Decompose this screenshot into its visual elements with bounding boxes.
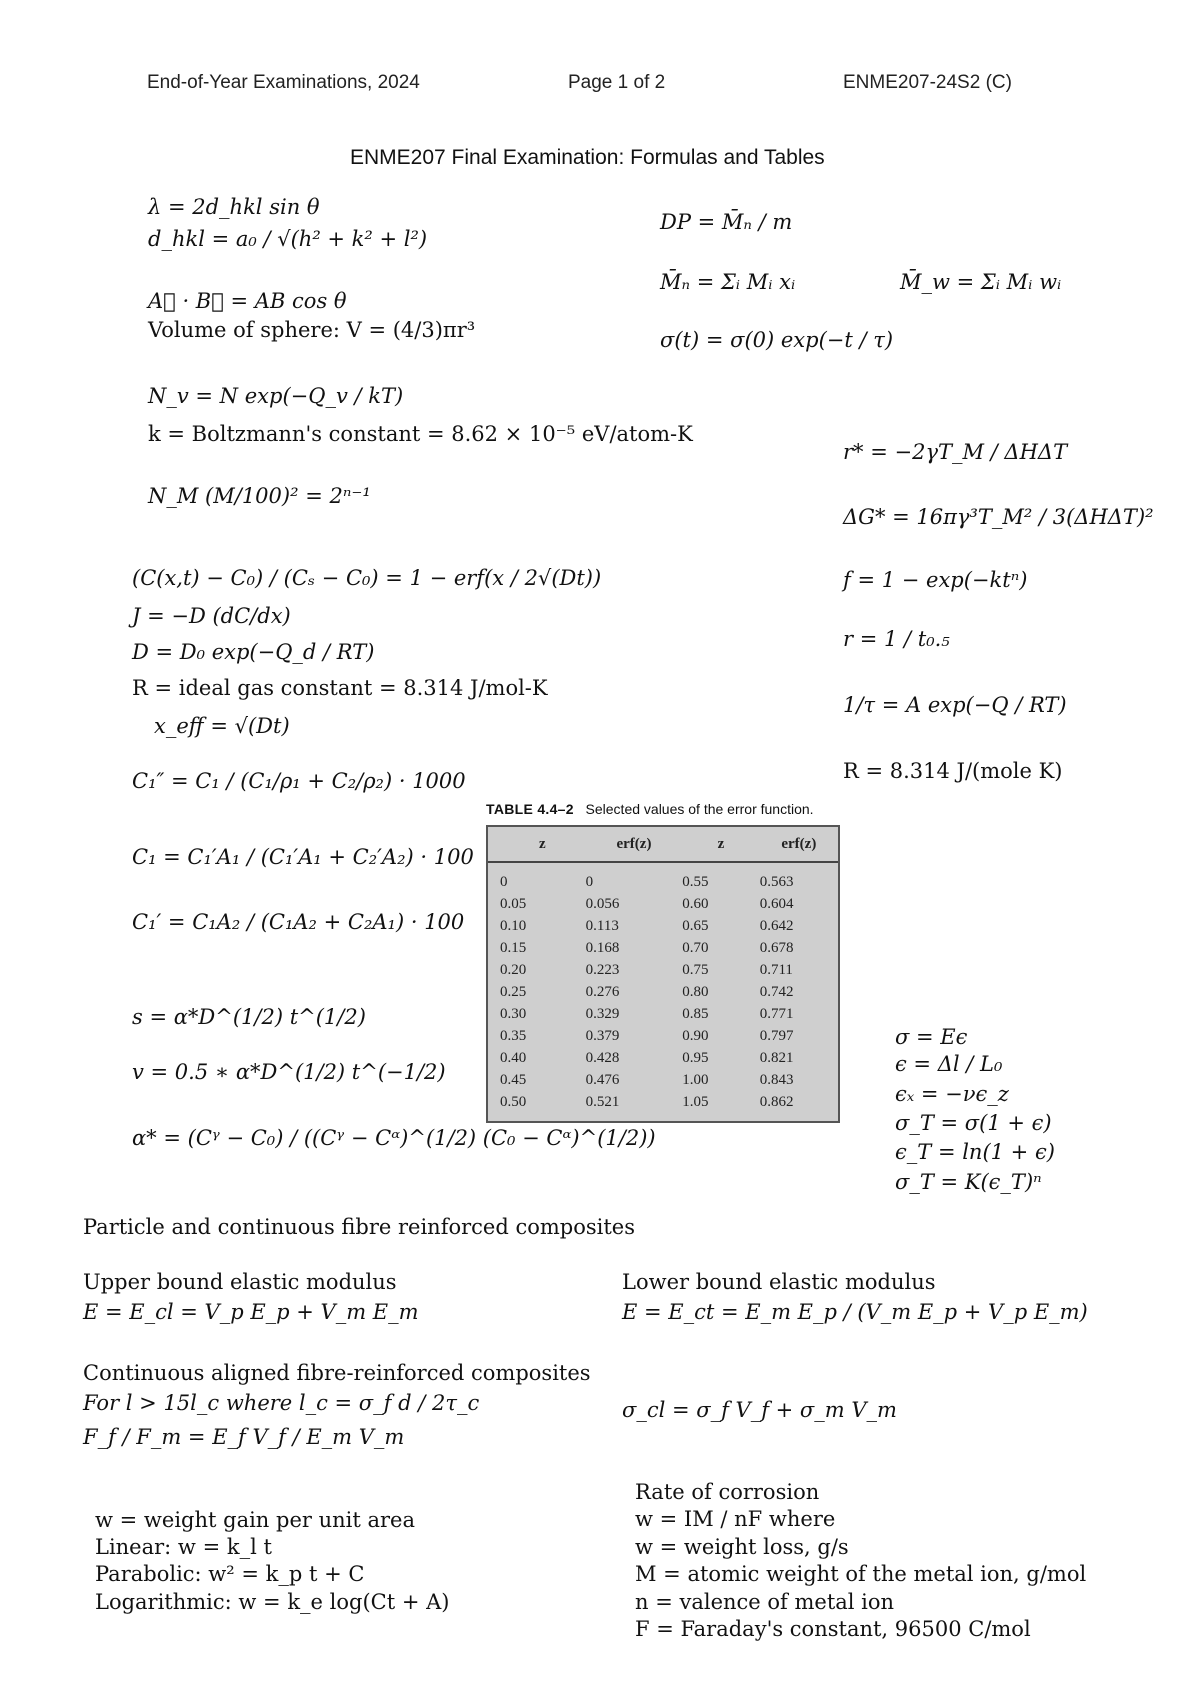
corrosion-w-definition: w = weight loss, g/s [635, 1535, 849, 1559]
table-header-row [488, 827, 838, 862]
corrosion-n-definition: n = valence of metal ion [635, 1590, 895, 1614]
table-cell: 0.056 [585, 895, 620, 912]
header-course-code: ENME207-24S2 (C) [843, 72, 1012, 93]
diffusion-coefficient: D = D₀ exp(−Q_d / RT) [132, 640, 375, 664]
table-cell: 0.85 [682, 1005, 709, 1022]
table-caption-number: TABLE 4.4–2 [486, 801, 574, 817]
table-header-cell: erf(z) [760, 827, 838, 862]
number-average-molecular-weight: M̄ₙ = Σᵢ Mᵢ xᵢ [660, 270, 796, 294]
table-cell: 0.276 [585, 983, 620, 1000]
table-header-cell: z [488, 827, 586, 862]
weight-average-molecular-weight: M̄_w = Σᵢ Mᵢ wᵢ [900, 270, 1062, 294]
header-exam-name: End-of-Year Examinations, 2024 [147, 72, 420, 93]
table-cell: 0.821 [759, 1049, 794, 1066]
table-cell: 0.65 [682, 917, 709, 934]
ficks-first-law: J = −D (dC/dx) [132, 604, 291, 628]
aligned-fibre-heading: Continuous aligned fibre-reinforced composites [83, 1361, 591, 1385]
table-cell: 0.35 [500, 1027, 527, 1044]
avrami-equation: f = 1 − exp(−ktⁿ) [843, 568, 1028, 592]
table-cell: 0.223 [585, 961, 620, 978]
concentration-kg-per-m3: C₁″ = C₁ / (C₁/ρ₁ + C₂/ρ₂) · 1000 [132, 769, 466, 793]
table-row [488, 862, 838, 893]
table-cell: 0.90 [682, 1027, 709, 1044]
force-ratio: F_f / F_m = E_f V_f / E_m V_m [83, 1425, 405, 1449]
table-cell: 0.20 [500, 961, 527, 978]
table-cell: 0.742 [759, 983, 794, 1000]
table-row [488, 937, 838, 959]
table-caption [486, 801, 814, 817]
effective-diffusion-distance: x_eff = √(Dt) [154, 714, 290, 738]
alpha-star: α* = (Cᵞ − C₀) / ((Cᵞ − Cᵅ)^(1/2) (C₀ − Cᵅ)^(1/2)) [132, 1126, 656, 1150]
logarithmic-oxidation: Logarithmic: w = k_e log(Ct + A) [95, 1590, 450, 1614]
table-cell: 0.80 [682, 983, 709, 1000]
critical-fibre-length: For l > 15l_c where l_c = σ_f d / 2τ_c [83, 1391, 480, 1415]
table-cell: 0.05 [500, 895, 527, 912]
table-row [488, 1047, 838, 1069]
corrosion-heading: Rate of corrosion [635, 1480, 820, 1504]
parabolic-oxidation: Parabolic: w² = k_p t + C [95, 1562, 365, 1586]
table-cell: 0.476 [585, 1071, 620, 1088]
engineering-strain: ϵ = Δl / L₀ [895, 1052, 1003, 1076]
table-cell: 0.428 [585, 1049, 620, 1066]
dot-product: A⃗ · B⃗ = AB cos θ [148, 289, 347, 313]
table-cell: 0.75 [682, 961, 709, 978]
table-cell: 0 [500, 873, 508, 890]
corrosion-m-definition: M = atomic weight of the metal ion, g/mol [635, 1562, 1087, 1586]
table-cell: 0.521 [585, 1093, 620, 1110]
table-row [488, 1069, 838, 1091]
boltzmann-constant: k = Boltzmann's constant = 8.62 × 10⁻⁵ eV/atom-K [148, 422, 693, 446]
interplanar-spacing: d_hkl = a₀ / √(h² + k² + l²) [148, 227, 428, 251]
atom-percent-conversion: C₁′ = C₁A₂ / (C₁A₂ + C₂A₁) · 100 [132, 910, 465, 934]
table-row [488, 1025, 838, 1047]
page-title: ENME207 Final Examination: Formulas and Tables [350, 146, 825, 169]
table-cell: 0.329 [585, 1005, 620, 1022]
composites-heading: Particle and continuous fibre reinforced composites [83, 1215, 635, 1239]
gas-constant-2: R = 8.314 J/(mole K) [843, 759, 1063, 783]
table-cell: 0.642 [759, 917, 794, 934]
growth-velocity: v = 0.5 ∗ α*D^(1/2) t^(−1/2) [132, 1060, 446, 1084]
table-cell: 1.05 [682, 1093, 709, 1110]
table-cell: 0.60 [682, 895, 709, 912]
linear-oxidation: Linear: w = k_l t [95, 1535, 272, 1559]
upper-bound-label: Upper bound elastic modulus [83, 1270, 397, 1294]
true-stress: σ_T = σ(1 + ϵ) [895, 1111, 1052, 1135]
table-cell: 0.168 [585, 939, 620, 956]
table-cell: 0.862 [759, 1093, 794, 1110]
poissons-ratio: ϵₓ = −νϵ_z [895, 1082, 1009, 1106]
true-strain: ϵ_T = ln(1 + ϵ) [895, 1140, 1055, 1164]
table-cell: 0.563 [759, 873, 794, 890]
table-cell: 0.113 [585, 917, 619, 934]
table-cell: 0.379 [585, 1027, 620, 1044]
composite-stress: σ_cl = σ_f V_f + σ_m V_m [622, 1398, 897, 1422]
error-function-table [486, 825, 840, 1123]
rate-arrhenius: 1/τ = A exp(−Q / RT) [843, 693, 1067, 717]
table-cell: 0.40 [500, 1049, 527, 1066]
critical-free-energy: ΔG* = 16πγ³T_M² / 3(ΔHΔT)² [843, 505, 1154, 529]
weight-percent-conversion: C₁ = C₁′A₁ / (C₁′A₁ + C₂′A₂) · 100 [132, 845, 474, 869]
astm-grain-size: N_M (M/100)² = 2ⁿ⁻¹ [148, 484, 371, 508]
table-row [488, 959, 838, 981]
transformation-rate: r = 1 / t₀.₅ [843, 627, 950, 651]
bragg-law: λ = 2d_hkl sin θ [148, 195, 320, 219]
table-row [488, 1003, 838, 1025]
vacancy-concentration: N_v = N exp(−Q_v / kT) [148, 384, 404, 408]
table-cell: 0.70 [682, 939, 709, 956]
table-row [488, 1091, 838, 1113]
table-cell: 0.797 [759, 1027, 794, 1044]
table-header-cell: z [682, 827, 759, 862]
table-cell: 0.95 [682, 1049, 709, 1066]
ideal-gas-constant: R = ideal gas constant = 8.314 J/mol-K [132, 676, 548, 700]
corrosion-f-definition: F = Faraday's constant, 96500 C/mol [635, 1617, 1031, 1641]
upper-bound-formula: E = E_cl = V_p E_p + V_m E_m [83, 1300, 419, 1324]
table-cell: 0.10 [500, 917, 527, 934]
table-cell: 0 [585, 873, 594, 890]
critical-radius: r* = −2γT_M / ΔHΔT [843, 440, 1068, 464]
header-page-number: Page 1 of 2 [568, 72, 666, 93]
table-row [488, 981, 838, 1003]
table-header-cell: erf(z) [586, 827, 683, 862]
table-row [488, 915, 838, 937]
table-cell: 0.25 [500, 983, 527, 1000]
table-cell: 0.843 [759, 1071, 794, 1088]
table-cell: 0.678 [759, 939, 794, 956]
table-cell: 0.771 [759, 1005, 794, 1022]
table-cell: 0.50 [500, 1093, 527, 1110]
sphere-volume: Volume of sphere: V = (4/3)πr³ [148, 318, 476, 342]
corrosion-formula: w = IM / nF where [635, 1507, 836, 1531]
error-function-solution: (C(x,t) − C₀) / (Cₛ − C₀) = 1 − erf(x / 2√(Dt)) [132, 566, 602, 590]
table-cell: 0.711 [759, 961, 793, 978]
weight-gain-definition: w = weight gain per unit area [95, 1508, 415, 1532]
table-cell: 0.55 [682, 873, 709, 890]
table-cell: 0.30 [500, 1005, 527, 1022]
table-row [488, 893, 838, 915]
hollomon-equation: σ_T = K(ϵ_T)ⁿ [895, 1170, 1042, 1194]
growth-distance: s = α*D^(1/2) t^(1/2) [132, 1005, 366, 1029]
table-cell: 0.15 [500, 939, 527, 956]
table-cell: 0.604 [759, 895, 794, 912]
lower-bound-label: Lower bound elastic modulus [622, 1270, 936, 1294]
hookes-law: σ = Eϵ [895, 1025, 968, 1049]
stress-relaxation: σ(t) = σ(0) exp(−t / τ) [660, 328, 894, 352]
degree-of-polymerization: DP = M̄ₙ / m [660, 210, 793, 234]
table-cell: 0.45 [500, 1071, 527, 1088]
table-caption-text: Selected values of the error function. [585, 801, 814, 817]
lower-bound-formula: E = E_ct = E_m E_p / (V_m E_p + V_p E_m) [622, 1300, 1088, 1324]
table-cell: 1.00 [682, 1071, 709, 1088]
